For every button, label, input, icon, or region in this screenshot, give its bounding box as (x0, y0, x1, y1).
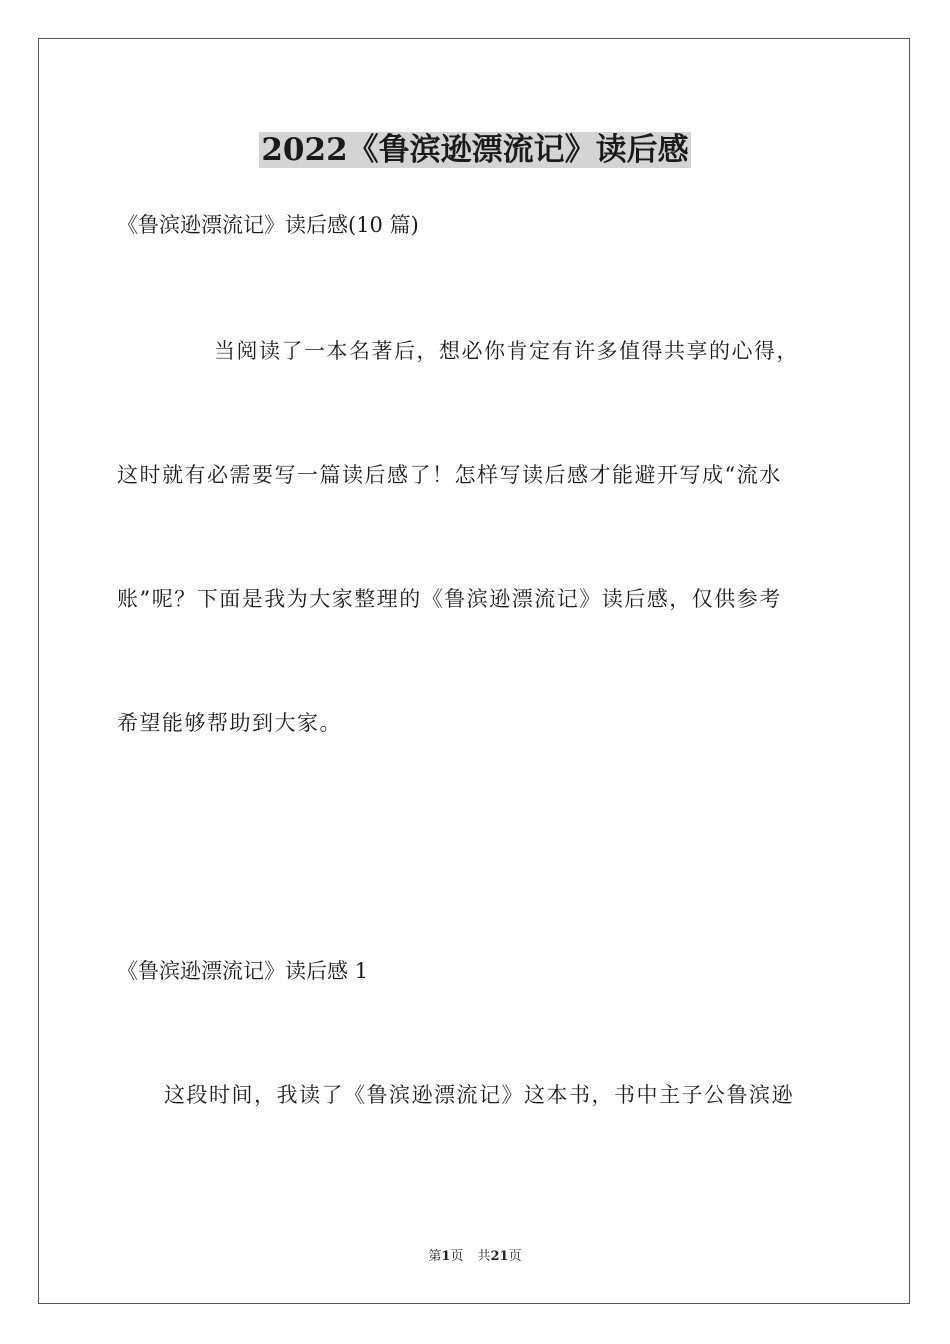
section-heading: 《鲁滨逊漂流记》读后感 1 (117, 959, 369, 983)
footer-page-suffix: 页 (450, 1249, 464, 1264)
intro-line-3: 账”呢？下面是我为大家整理的《鲁滨逊漂流记》读后感，仅供参考 (117, 587, 782, 611)
footer-current-page: 1 (441, 1249, 451, 1264)
footer-page-prefix: 第 (428, 1249, 442, 1264)
document-subtitle: 《鲁滨逊漂流记》读后感(10 篇) (117, 213, 419, 237)
intro-line-1: 当阅读了一本名著后，想必你肯定有许多值得共享的心得， (214, 339, 799, 363)
footer-total-suffix: 页 (508, 1249, 522, 1264)
document-title (0, 128, 950, 172)
page-footer (0, 1248, 950, 1266)
intro-line-2: 这时就有必需要写一篇读后感了！怎样写读后感才能避开写成“流水 (117, 463, 782, 487)
footer-total-pages: 21 (490, 1249, 509, 1264)
footer-total-prefix: 共 (477, 1249, 491, 1264)
section-first-line: 这段时间，我读了《鲁滨逊漂流记》这本书，书中主子公鲁滨逊 (164, 1083, 794, 1107)
title-text: 2022《鲁滨逊漂流记》读后感 (261, 132, 689, 168)
intro-line-4: 希望能够帮助到大家。 (117, 711, 342, 735)
